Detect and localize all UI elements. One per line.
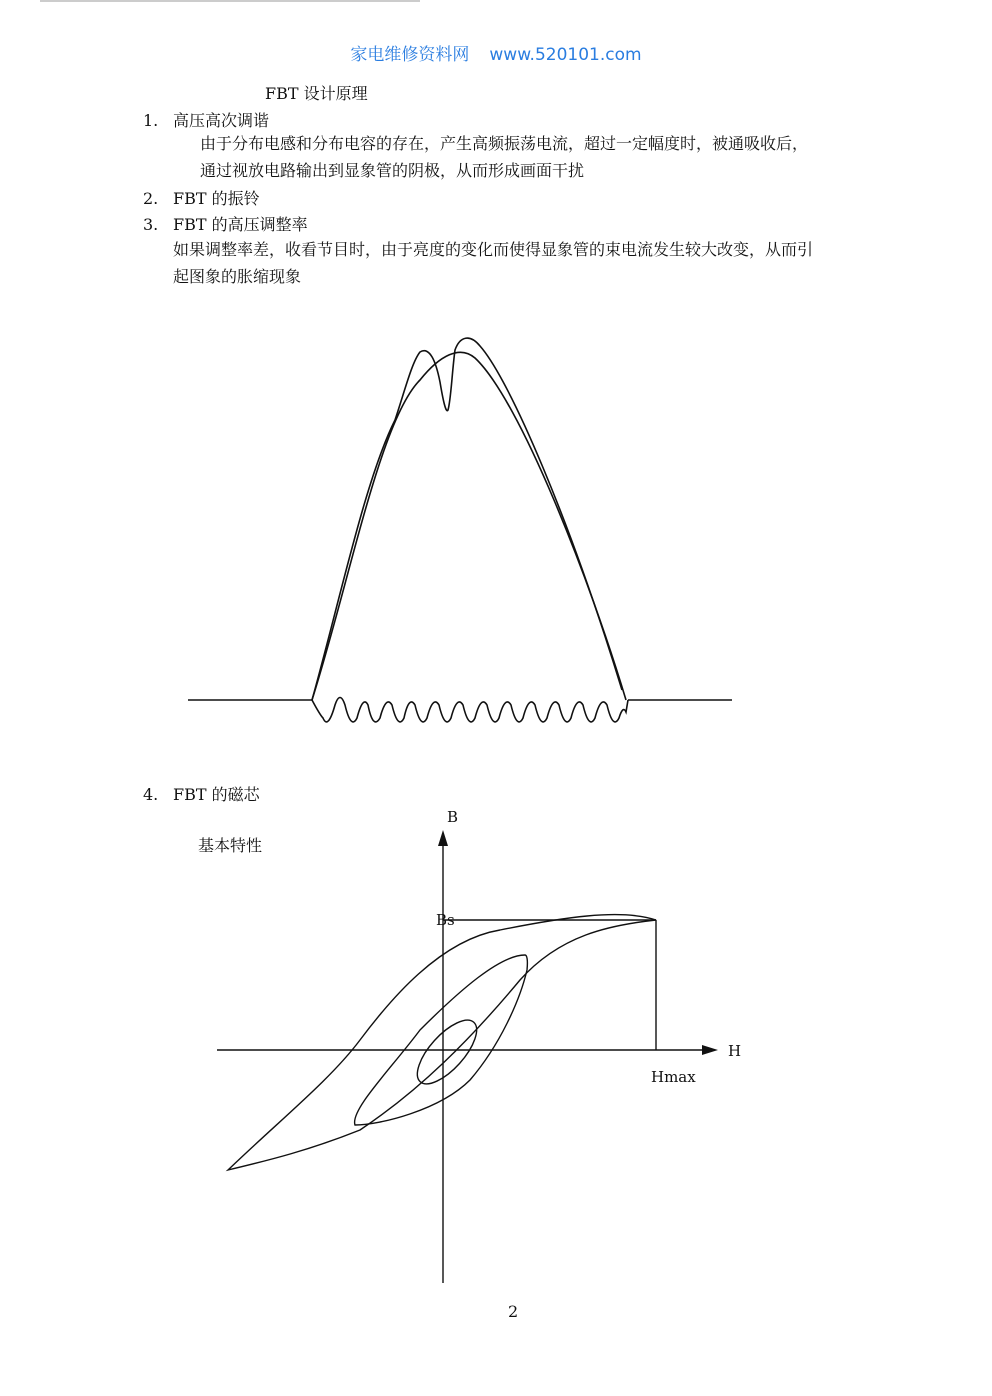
section-2-title: FBT 的振铃 [173, 189, 260, 208]
middle-hysteresis-loop [355, 955, 528, 1125]
section-1-text-line-2: 通过视放电路输出到显象管的阴极，从而形成画面干扰 [200, 161, 585, 180]
h-axis-arrowhead [702, 1045, 718, 1055]
bs-label: Bs [436, 911, 455, 929]
h-axis-label: H [728, 1042, 742, 1060]
site-url[interactable]: www.520101.com [489, 45, 642, 65]
hmax-label: Hmax [651, 1068, 696, 1086]
magnetic-core-subtitle: 基本特性 [198, 836, 263, 855]
b-axis-arrowhead [438, 830, 448, 846]
section-3-text-line-2: 起图象的胀缩现象 [173, 267, 302, 286]
page-number: 2 [508, 1302, 519, 1321]
section-3-number: 3. [143, 215, 159, 234]
section-4-title: FBT 的磁芯 [173, 785, 260, 804]
section-4-number: 4. [143, 785, 159, 804]
minor-hysteresis-loop [408, 1011, 487, 1093]
section-1-number: 1. [143, 111, 159, 130]
section-1-title: 高压高次调谐 [173, 111, 270, 130]
major-hysteresis-loop [228, 915, 656, 1170]
section-2-number: 2. [143, 189, 159, 208]
section-3-text-line-1: 如果调整率差，收看节目时，由于亮度的变化而使得显象管的束电流发生较大改变，从而引 [173, 240, 814, 259]
section-3-title: FBT 的高压调整率 [173, 215, 308, 234]
document-title: FBT 设计原理 [265, 84, 368, 103]
site-name: 家电维修资料网 [350, 45, 470, 65]
b-axis-label: B [447, 808, 459, 826]
section-1-text-line-1: 由于分布电感和分布电容的存在，产生高频振荡电流，超过一定幅度时，被通吸收后， [200, 134, 809, 153]
